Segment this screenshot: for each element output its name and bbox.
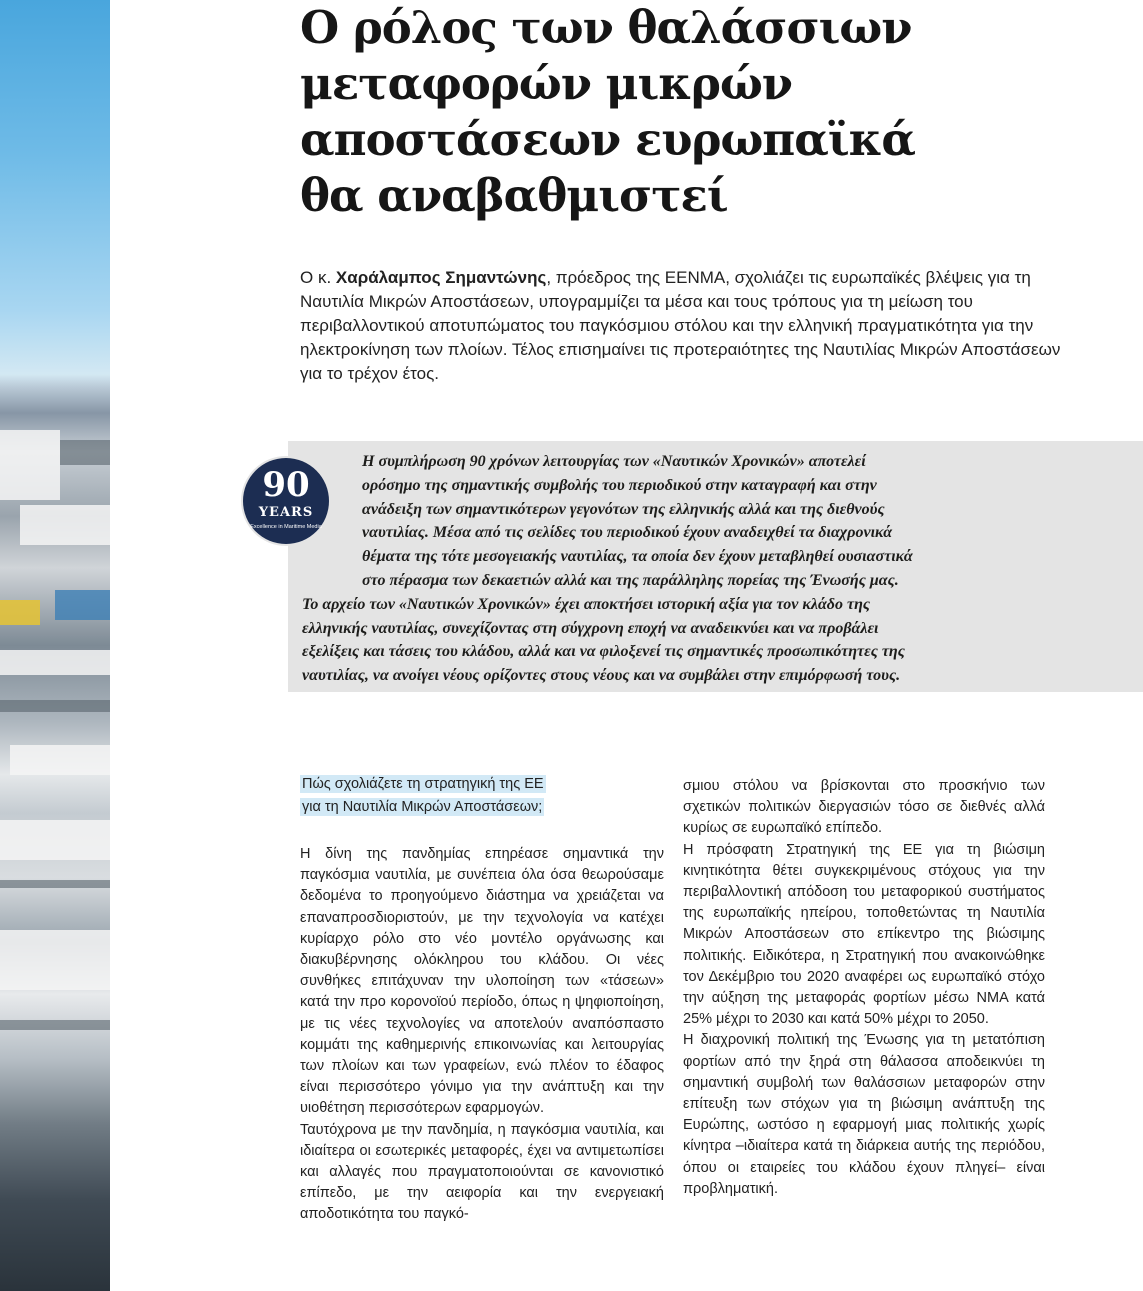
anniversary-quote xyxy=(302,450,1052,688)
90-years-badge xyxy=(243,458,329,544)
body-column-left xyxy=(300,844,664,1226)
title-line: μεταφορών μικρών xyxy=(300,57,793,110)
title-line: Ο ρόλος των θαλάσσιων xyxy=(300,1,912,54)
side-photo-harbor-city xyxy=(0,0,110,1291)
body-paragraph: Η δίνη της πανδημίας επηρέασε σημαντικά την παγκόσμια ναυτιλία, με συνέπεια όλα όσα θεωρούσαμε δεδομένα το προηγούμενο διάστημα να χρειάζεται να επαναπροσδιοριστούν, με την τεχνολογία να κατέχει κυρίαρχο ρόλο στο νέο μοντέλο οργάνωσης και διακυβέρνησης ολόκληρου του κλάδου. Οι νέες συνθήκες επιτάχυναν την υλοποίηση των «τάσεων» κατά την προ κορονοϊού περίοδο, όπως η ψηφιοποίηση, με τις νέες τεχνολογίες να αποτελούν αναπόσπαστο κομμάτι της καθημερινής επικοινωνίας και λειτουργίας των πλοίων και των γραφείων, ενώ πλέον το έδαφος είναι περισσότερο γόνιμο για την ανάπτυξη και την υιοθέτηση περισσότερων εφαρμογών. xyxy=(300,846,664,1117)
body-paragraph: Η διαχρονική πολιτική της Ένωσης για τη μετατόπιση φορτίων από την ξηρά στη θάλασσα αποδεικνύει τη σημαντική συμβολή των θαλάσσιων μεταφορών στην επίτευξη των στόχων για τη βιώσιμη ανάπτυξη της Ευρώπης, ωστόσο η εφαρμογή μιας πολιτικής χωρίς κίνητρα –ιδιαίτερα κατά τη διάρκεια αυτής της περιόδου, όπου οι εταιρείες του κλάδου έχουν πληγεί– είναι προβληματική. xyxy=(683,1032,1045,1197)
intro-prefix: Ο κ. xyxy=(300,268,336,287)
question-line: Πώς σχολιάζετε τη στρατηγική της ΕΕ xyxy=(302,776,544,792)
badge-years: YEARS xyxy=(258,505,314,520)
body-paragraph: Ταυτόχρονα με την πανδημία, η παγκόσμια ναυτιλία, και ιδιαίτερα οι εσωτερικές μεταφορές, έχει να αντιμετωπίσει και αλλαγές που πραγματοποιούνται σε κανονιστικό επίπεδο, με την αειφορία και την ενεργειακή αποδοτικότητα του παγκό- xyxy=(300,1121,664,1223)
quote-line: ελληνικής ναυτιλίας, συνεχίζοντας στη σύγχρονη εποχή να αναδεικνύει και να προβάλει xyxy=(302,619,879,637)
quote-line: ορόσημο της σημαντικής συμβολής του περιοδικού στην καταγραφή και στην xyxy=(362,476,877,494)
badge-number: 90 xyxy=(262,465,310,505)
intro-text: , πρόεδρος της ΕΕΝΜΑ, σχολιάζει τις ευρωπαϊκές βλέψεις για τη Ναυτιλία Μικρών Αποστάσεων, υπογραμμίζει τα μέσα και τους τρόπους για τη μείωση του περιβαλλοντικού αποτυπώματος του παγκόσμιου στόλου και την ελληνική πραγματικότητα για την ηλεκτροκίνηση των πλοίων. Τέλος επισημαίνει τις προτεραιότητες της Ναυτιλίας Μικρών Αποστάσεων για το τρέχον έτος. xyxy=(300,268,1061,383)
quote-line: ανάδειξη των σημαντικότερων γεγονότων της ελληνικής αλλά και της διεθνούς xyxy=(362,500,885,518)
interviewee-name: Χαράλαμπος Σημαντώνης xyxy=(335,268,547,287)
quote-line: Η συμπλήρωση 90 χρόνων λειτουργίας των «Ναυτικών Χρονικών» αποτελεί xyxy=(362,453,866,470)
title-line: θα αναβαθμιστεί xyxy=(300,169,728,222)
badge-subtitle: Excellence in Maritime Media xyxy=(250,524,322,530)
quote-line: εξελίξεις και τάσεις του κλάδου, αλλά και να φιλοξενεί τις σημαντικές προσωπικότητες της xyxy=(302,643,905,661)
quote-line: ναυτιλίας, να ανοίγει νέους ορίζοντες στους νέους και να συμβάλει στην επιμόρφωσή τους. xyxy=(302,667,901,685)
quote-line: Το αρχείο των «Ναυτικών Χρονικών» έχει αποκτήσει ιστορική αξία για τον κλάδο της xyxy=(302,595,871,613)
body-paragraph: σμιου στόλου να βρίσκονται στο προσκήνιο των σχετικών πολιτικών διεργασιών τόσο σε διεθνές αλλά κυρίως σε ευρωπαϊκό επίπεδο. xyxy=(683,778,1045,837)
quote-line: θέματα της τότε μεσογειακής ναυτιλίας, τα οποία δεν έχουν μεταβληθεί ουσιαστικά xyxy=(362,548,913,566)
title-line: αποστάσεων ευρωπαϊκά xyxy=(300,113,915,166)
quote-line: στο πέρασμα των δεκαετιών αλλά και της παράλληλης πορείας της Ένωσής μας. xyxy=(362,571,899,589)
article-title xyxy=(300,0,1000,224)
body-column-right xyxy=(683,776,1045,1200)
question-line: για τη Ναυτιλία Μικρών Αποστάσεων; xyxy=(302,799,543,815)
body-paragraph: Η πρόσφατη Στρατηγική της ΕΕ για τη βιώσιμη κινητικότητα θέτει συγκεκριμένους στόχους για την περιβαλλοντική απόδοση του μεταφορικού συστήματος της ευρωπαϊκής ηπείρου, τοποθετώντας τη Ναυτιλία Μικρών Αποστάσεων στο επίκεντρο της βιώσιμης πολιτικής. Ειδικότερα, η Στρατηγική που ανακοινώθηκε τον Δεκέμβριο του 2020 αναφέρει ως ευρωπαϊκό στόχο την αύξηση της μεταφοράς φορτίων μέσω ΝΜΑ κατά 25% μέχρι το 2030 και κατά 50% μέχρι το 2050. xyxy=(683,841,1045,1028)
article-intro xyxy=(300,266,1070,386)
interview-question xyxy=(300,773,590,819)
quote-line: ναυτιλίας. Μέσα από τις σελίδες του περιοδικού έχουν αναδειχθεί τα διαχρονικά xyxy=(362,524,893,542)
